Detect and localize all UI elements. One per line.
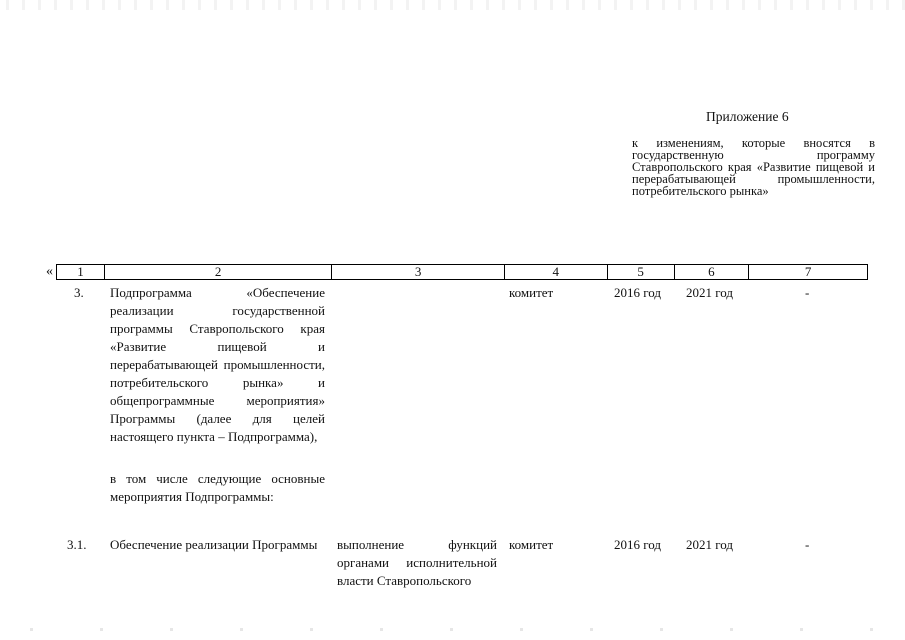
- scan-artifact-top: [0, 0, 905, 10]
- header-col-6: 6: [675, 265, 750, 279]
- row-end-year: 2021 год: [686, 285, 733, 300]
- scan-artifact-bottom: [0, 628, 905, 631]
- row-number: 3.1.: [67, 537, 87, 552]
- header-col-3: 3: [332, 265, 505, 279]
- row-description: выполнение функций органами исполнительной власти Ставропольского: [337, 537, 497, 588]
- table-open-quote: «: [46, 264, 53, 279]
- row-executor: комитет: [509, 537, 554, 552]
- header-col-7: 7: [804, 264, 812, 279]
- header-col-2: 2: [105, 265, 332, 279]
- row-end-year: 2021 год: [686, 537, 733, 552]
- row-name-extra: в том числе следующие основные мероприятия Подпрограммы:: [110, 471, 325, 504]
- row-col7: -: [805, 537, 810, 552]
- row-name: Обеспечение реализации Программы: [110, 537, 318, 552]
- header-col-1: 1: [57, 265, 105, 279]
- row-number: 3.: [74, 285, 84, 300]
- row-name: Подпрограмма «Обеспечение реализации государственной программы Ставропольского края «Развитие пищевой и перерабатывающей промышленности, потребительского рынка» и общепрограммные мероприятия» Программы (далее для целей настоящего пункта – Подпрограмма),: [110, 285, 325, 444]
- table-header-row: [56, 264, 868, 280]
- header-col-5: 5: [608, 265, 675, 279]
- annex-title: Приложение 6: [706, 109, 789, 124]
- header-col-4: 4: [505, 265, 608, 279]
- annex-description: к изменениям, которые вносятся в государственную программу Ставропольского края «Развитие пищевой и перерабатывающей промышленности, потребительского рынка»: [632, 136, 875, 198]
- row-start-year: 2016 год: [614, 537, 661, 552]
- row-start-year: 2016 год: [614, 285, 661, 300]
- row-col7: -: [805, 285, 810, 300]
- row-executor: комитет: [509, 285, 554, 300]
